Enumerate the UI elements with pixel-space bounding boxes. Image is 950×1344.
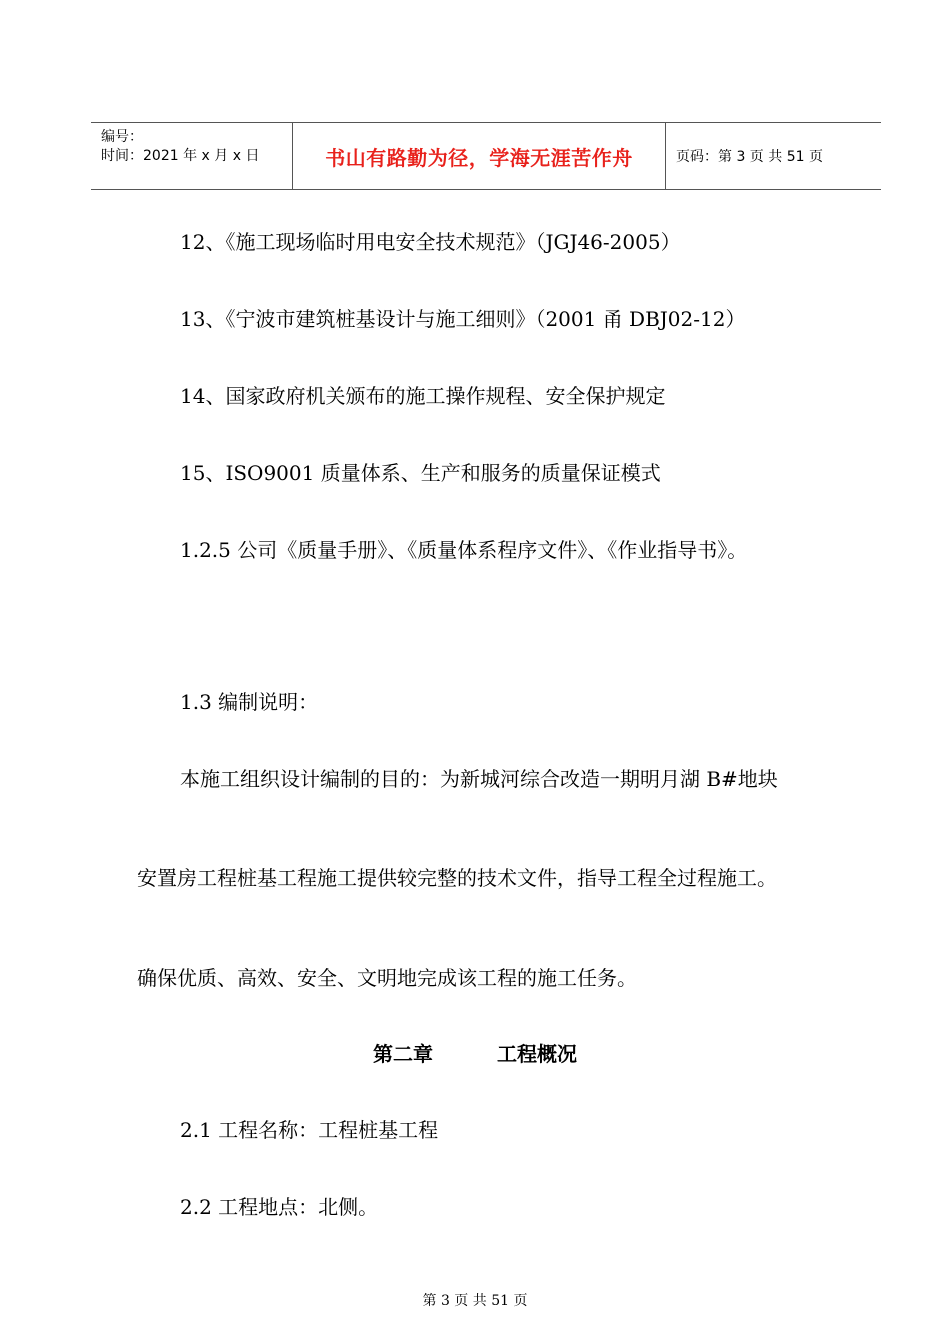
subsection-line: 2.2 工程地点：北侧。 bbox=[180, 1195, 379, 1219]
list-item: 14、国家政府机关颁布的施工操作规程、安全保护规定 bbox=[180, 384, 666, 408]
section-heading: 1.3 编制说明： bbox=[180, 690, 319, 714]
list-item: 1.2.5 公司《质量手册》、《质量体系程序文件》、《作业指导书》。 bbox=[180, 538, 748, 562]
chapter-title bbox=[0, 1038, 950, 1067]
page-footer: 第 3 页 共 51 页 bbox=[422, 1293, 528, 1309]
time-label: 时间：2021 年 x 月 x 日 bbox=[101, 148, 260, 164]
list-item: 13、《宁波市建筑桩基设计与施工细则》（2001 甬 DBJ02-12） bbox=[180, 307, 746, 331]
list-item: 15、ISO9001 质量体系、生产和服务的质量保证模式 bbox=[180, 461, 661, 485]
serial-label: 编号： bbox=[101, 129, 143, 145]
paragraph-line: 本施工组织设计编制的目的：为新城河综合改造一期明月湖 B#地块 bbox=[180, 767, 778, 791]
chapter-number: 第二章 bbox=[373, 1042, 433, 1066]
header-motto-cell bbox=[293, 123, 666, 189]
motto-text: 书山有路勤为径，学海无涯苦作舟 bbox=[325, 145, 633, 170]
header-right-cell bbox=[666, 123, 881, 189]
header-page-info: 页码：第 3 页 共 51 页 bbox=[676, 149, 823, 165]
list-item: 12、《施工现场临时用电安全技术规范》（JGJ46-2005） bbox=[180, 230, 681, 254]
chapter-name: 工程概况 bbox=[497, 1042, 577, 1066]
paragraph-line: 安置房工程桩基工程施工提供较完整的技术文件，指导工程全过程施工。 bbox=[137, 866, 777, 890]
header-left-cell bbox=[91, 123, 293, 189]
document-header bbox=[91, 122, 881, 190]
subsection-line: 2.1 工程名称：工程桩基工程 bbox=[180, 1118, 439, 1142]
paragraph-line: 确保优质、高效、安全、文明地完成该工程的施工任务。 bbox=[137, 966, 637, 990]
